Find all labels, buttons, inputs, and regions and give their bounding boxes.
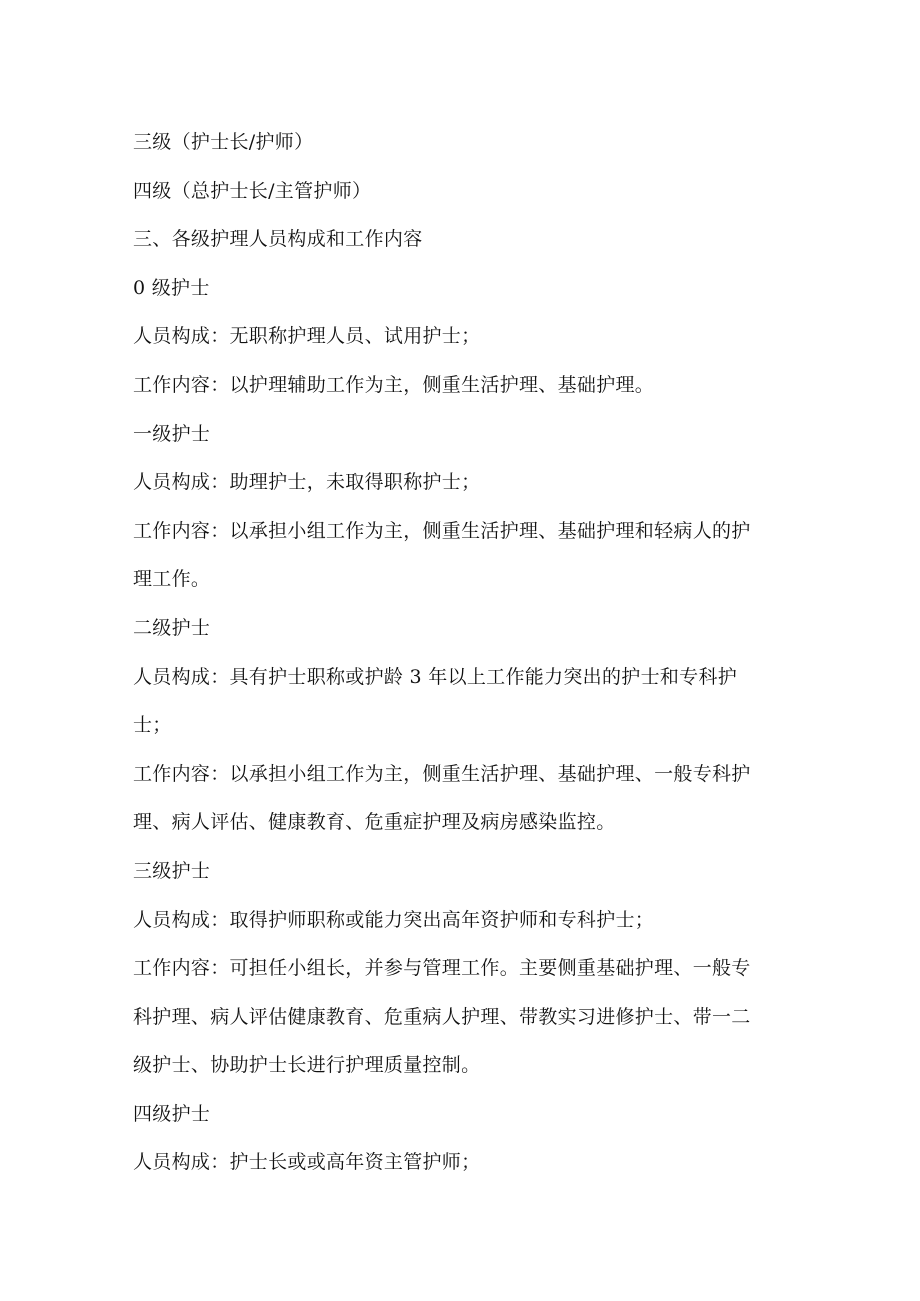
text-line: 理、病人评估、健康教育、危重症护理及病房感染监控。 [133, 811, 616, 834]
level-heading: 二级护士 [133, 616, 211, 639]
text-line: 级护士、协助护士长进行护理质量控制。 [133, 1054, 481, 1077]
text-line: 人员构成：取得护师职称或能力突出高年资护师和专科护士； [133, 908, 655, 931]
text-line: 工作内容：以承担小组工作为主，侧重生活护理、基础护理、一般专科护 [133, 762, 751, 785]
text-line: 工作内容：以护理辅助工作为主，侧重生活护理、基础护理。 [133, 373, 655, 396]
text-line: 工作内容：以承担小组工作为主，侧重生活护理、基础护理和轻病人的护 [133, 519, 751, 542]
section-heading: 三、各级护理人员构成和工作内容 [133, 228, 423, 251]
level-heading: 0 级护士 [133, 276, 210, 299]
text-line: 人员构成：无职称护理人员、试用护士； [133, 325, 481, 348]
document-body [133, 118, 783, 1187]
text-line: 工作内容：可担任小组长，并参与管理工作。主要侧重基础护理、一般专 [133, 957, 751, 980]
level-heading: 三级护士 [133, 859, 211, 882]
level-heading: 一级护士 [133, 422, 211, 445]
text-line: 科护理、病人评估健康教育、危重病人护理、带教实习进修护士、带一二 [133, 1005, 751, 1028]
level-heading: 四级护士 [133, 1102, 211, 1125]
text-line: 人员构成：护士长或或高年资主管护师； [133, 1151, 481, 1174]
text-line: 人员构成：具有护士职称或护龄 3 年以上工作能力突出的护士和专科护 [133, 665, 738, 688]
text-line: 理工作。 [133, 568, 211, 591]
text-line: 士； [133, 714, 172, 737]
text-line: 四级（总护士长/主管护师） [133, 179, 372, 202]
text-line: 三级（护士长/护师） [133, 131, 314, 153]
text-line: 人员构成：助理护士，未取得职称护士； [133, 471, 481, 494]
